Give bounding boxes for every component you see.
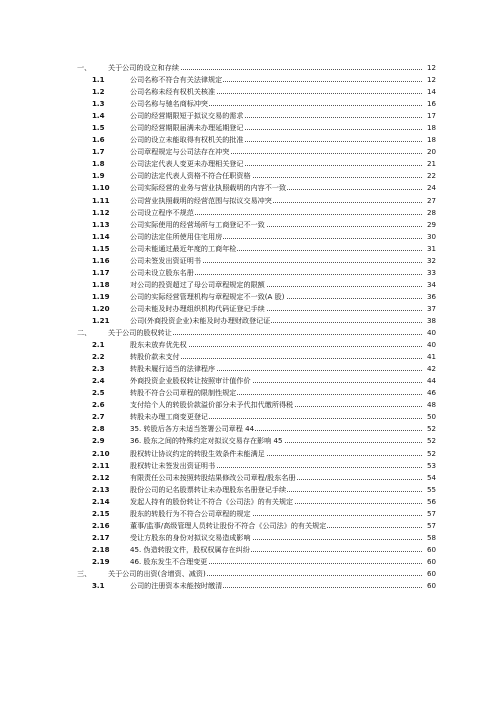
- toc-entry-title: 公司实际经营的业务与营业执照载明的内容不一致: [130, 182, 287, 194]
- toc-entry-title: 转股价款未支付: [130, 351, 181, 363]
- toc-section-entry[interactable]: [0, 508, 500, 520]
- toc-section-entry[interactable]: [0, 158, 500, 170]
- toc-entry-title: 发起人持有的股份转让不符合《公司法》的有关规定: [130, 496, 294, 508]
- toc-entry-number: 1.10: [92, 183, 110, 193]
- toc-section-entry[interactable]: [0, 98, 500, 110]
- toc-page-number: 14: [422, 86, 436, 98]
- toc-section-entry[interactable]: [0, 556, 500, 568]
- toc-section-entry[interactable]: [0, 170, 500, 182]
- toc-page-number: 57: [422, 520, 436, 532]
- toc-section-entry[interactable]: [0, 207, 500, 219]
- toc-chapter-entry[interactable]: [0, 568, 500, 580]
- toc-page-number: 41: [422, 351, 436, 363]
- toc-entry-number: 2.16: [92, 520, 110, 530]
- toc-entry-title: 公司名称与驰名商标冲突: [130, 98, 209, 110]
- toc-page-number: 42: [422, 363, 436, 375]
- toc-page-number: 46: [422, 387, 436, 399]
- table-of-contents: [0, 62, 500, 592]
- toc-page-number: 52: [422, 435, 436, 447]
- toc-entry-title: 关于公司的股权转让: [108, 327, 173, 339]
- toc-section-entry[interactable]: [0, 544, 500, 556]
- toc-page-number: 54: [422, 472, 436, 484]
- toc-entry-number: 1.14: [92, 231, 110, 241]
- toc-chapter-entry[interactable]: [0, 327, 500, 339]
- toc-entry-title: 转股不符合公司章程的限制性规定: [130, 387, 237, 399]
- toc-page-number: 28: [422, 207, 436, 219]
- toc-entry-title: 转股未办理工商变更登记: [130, 411, 209, 423]
- toc-entry-number: 2.5: [92, 388, 105, 398]
- toc-page-number: 18: [422, 134, 436, 146]
- toc-section-entry[interactable]: [0, 315, 500, 327]
- toc-page-number: 57: [422, 508, 436, 520]
- toc-section-entry[interactable]: [0, 484, 500, 496]
- toc-section-entry[interactable]: [0, 74, 500, 86]
- toc-entry-title: 公司名称不符合有关法律规定: [130, 74, 223, 86]
- toc-entry-number: 1.2: [92, 87, 105, 97]
- toc-section-entry[interactable]: [0, 219, 500, 231]
- toc-entry-number: 2.19: [92, 556, 110, 566]
- toc-entry-title: 关于公司的出资(含增资、减资): [108, 568, 207, 580]
- toc-entry-number: 三、: [77, 568, 92, 578]
- toc-entry-title: 关于公司的设立和存续: [108, 62, 180, 74]
- toc-section-entry[interactable]: [0, 279, 500, 291]
- toc-page-number: 18: [422, 122, 436, 134]
- toc-page-number: 21: [422, 158, 436, 170]
- toc-entry-title: 35. 转股后各方未适当签署公司章程 44: [130, 423, 255, 435]
- toc-entry-number: 2.7: [92, 412, 105, 422]
- toc-page-number: 17: [422, 110, 436, 122]
- toc-entry-number: 1.18: [92, 279, 110, 289]
- toc-entry-number: 2.12: [92, 472, 110, 482]
- toc-entry-title: 公司的经营期限届满未办理延期登记: [130, 122, 245, 134]
- toc-entry-title: 受让方股东的身份对拟议交易造成影响: [130, 532, 252, 544]
- toc-page-number: 60: [422, 580, 436, 592]
- toc-entry-title: 公司营业执照载明的经营范围与拟议交易冲突: [130, 195, 273, 207]
- toc-section-entry[interactable]: [0, 399, 500, 411]
- toc-section-entry[interactable]: [0, 134, 500, 146]
- toc-entry-number: 2.1: [92, 340, 105, 350]
- toc-entry-number: 2.11: [92, 460, 110, 470]
- toc-entry-title: 股东的转股行为不符合公司章程的规定: [130, 508, 252, 520]
- toc-page-number: 60: [422, 544, 436, 556]
- toc-entry-title: 公司的设立未能取得有权机关的批准: [130, 134, 245, 146]
- toc-page-number: 52: [422, 423, 436, 435]
- toc-entry-title: 公司的经营期限短于拟议交易的需求: [130, 110, 245, 122]
- toc-page-number: 44: [422, 375, 436, 387]
- toc-entry-title: 45. 伪造转股文件，股权权属存在纠纷: [130, 544, 251, 556]
- toc-section-entry[interactable]: [0, 110, 500, 122]
- toc-section-entry[interactable]: [0, 303, 500, 315]
- toc-page-number: 55: [422, 484, 436, 496]
- toc-entry-number: 一、: [77, 63, 92, 72]
- toc-entry-number: 1.5: [92, 123, 105, 133]
- toc-entry-number: 1.11: [92, 195, 110, 205]
- toc-page-number: 34: [422, 279, 436, 291]
- toc-entry-number: 1.13: [92, 219, 110, 229]
- toc-section-entry[interactable]: [0, 291, 500, 303]
- toc-entry-title: 公司未能通过最近年度的工商年检: [130, 243, 237, 255]
- toc-entry-number: 2.15: [92, 508, 110, 518]
- toc-entry-number: 2.4: [92, 376, 105, 386]
- toc-page-number: 16: [422, 98, 436, 110]
- toc-chapter-entry[interactable]: [0, 62, 500, 74]
- toc-entry-title: 董事/监事/高级管理人员转让股份不符合《公司法》的有关规定: [130, 520, 327, 532]
- toc-section-entry[interactable]: [0, 472, 500, 484]
- toc-page-number: 29: [422, 219, 436, 231]
- toc-section-entry[interactable]: [0, 231, 500, 243]
- toc-entry-title: 有限责任公司未按照转股结果修改公司章程/股东名册: [130, 472, 297, 484]
- toc-page-number: 40: [422, 339, 436, 351]
- toc-entry-number: 1.8: [92, 159, 105, 169]
- toc-entry-title: 公司的法定住所使用住宅用房: [130, 231, 223, 243]
- toc-entry-number: 1.12: [92, 207, 110, 217]
- toc-page-number: 30: [422, 231, 436, 243]
- toc-entry-number: 2.14: [92, 496, 110, 506]
- toc-entry-number: 2.8: [92, 424, 105, 434]
- toc-entry-number: 2.9: [92, 436, 105, 446]
- toc-page-number: 27: [422, 195, 436, 207]
- toc-section-entry[interactable]: [0, 86, 500, 98]
- toc-entry-title: 公司未签发出资证明书: [130, 255, 202, 267]
- toc-entry-title: 股东未放弃优先权: [130, 339, 188, 351]
- toc-entry-number: 二、: [77, 328, 92, 338]
- toc-entry-title: 股份公司的记名股票转让未办理股东名册登记手续: [130, 484, 287, 496]
- toc-section-entry[interactable]: [0, 496, 500, 508]
- toc-entry-title: 公司的注册资本未能按时缴清: [130, 580, 223, 592]
- toc-entry-number: 2.3: [92, 364, 105, 374]
- toc-entry-title: 公司名称未经有权机关核准: [130, 86, 216, 98]
- toc-page-number: 48: [422, 399, 436, 411]
- toc-entry-title: 36. 股东之间的特殊约定对拟议交易存在影响 45: [130, 435, 284, 447]
- toc-section-entry[interactable]: [0, 146, 500, 158]
- toc-page-number: 22: [422, 170, 436, 182]
- toc-page-number: 33: [422, 267, 436, 279]
- toc-entry-title: 支付给个人的转股价款溢价部分未予代扣代缴所得税: [130, 399, 294, 411]
- toc-section-entry[interactable]: [0, 351, 500, 363]
- toc-entry-number: 1.1: [92, 75, 105, 85]
- toc-section-entry[interactable]: [0, 195, 500, 207]
- toc-entry-title: 对公司的投资超过了母公司章程规定的限额: [130, 279, 266, 291]
- toc-entry-title: 转股未履行适当的法律程序: [130, 363, 216, 375]
- toc-entry-number: 2.18: [92, 544, 110, 554]
- toc-section-entry[interactable]: [0, 460, 500, 472]
- toc-entry-number: 2.10: [92, 448, 110, 458]
- toc-page-number: 12: [422, 74, 436, 86]
- toc-entry-title: 公司的实际经营管理机构与章程规定不一致(A 股): [130, 291, 286, 303]
- toc-page-number: 31: [422, 243, 436, 255]
- toc-entry-number: 2.2: [92, 352, 105, 362]
- toc-section-entry[interactable]: [0, 532, 500, 544]
- toc-section-entry[interactable]: [0, 387, 500, 399]
- toc-entry-title: 公司未能及时办理组织机构代码证登记手续: [130, 303, 266, 315]
- toc-entry-title: 公司(外商投资企业)未能及时办理财政登记证: [130, 315, 271, 327]
- toc-section-entry[interactable]: [0, 448, 500, 460]
- toc-page-number: 20: [422, 146, 436, 158]
- toc-section-entry[interactable]: [0, 182, 500, 194]
- toc-section-entry[interactable]: [0, 375, 500, 387]
- toc-entry-title: 公司法定代表人变更未办理相关登记: [130, 158, 245, 170]
- toc-entry-number: 1.6: [92, 135, 105, 145]
- toc-page-number: 12: [422, 62, 436, 74]
- toc-entry-title: 46. 股东发生不合理变更: [130, 556, 208, 568]
- toc-section-entry[interactable]: [0, 423, 500, 435]
- toc-section-entry[interactable]: [0, 267, 500, 279]
- toc-section-entry[interactable]: [0, 520, 500, 532]
- toc-entry-number: 1.17: [92, 267, 110, 277]
- toc-page-number: 40: [422, 327, 436, 339]
- toc-page-number: 38: [422, 315, 436, 327]
- toc-entry-title: 股权转让未签发出资证明书: [130, 460, 216, 472]
- toc-page-number: 53: [422, 460, 436, 472]
- toc-entry-number: 1.15: [92, 243, 110, 253]
- toc-entry-title: 外商投资企业股权转让按照审计值作价: [130, 375, 252, 387]
- toc-entry-number: 1.4: [92, 111, 105, 121]
- toc-entry-number: 1.21: [92, 315, 110, 325]
- toc-entry-number: 1.20: [92, 303, 110, 313]
- toc-entry-number: 2.13: [92, 484, 110, 494]
- toc-page-number: 32: [422, 255, 436, 267]
- toc-entry-title: 股权转让协议约定的转股生效条件未能满足: [130, 448, 266, 460]
- toc-section-entry[interactable]: [0, 580, 500, 592]
- toc-section-entry[interactable]: [0, 255, 500, 267]
- toc-section-entry[interactable]: [0, 435, 500, 447]
- toc-page-number: 36: [422, 291, 436, 303]
- toc-page-number: 60: [422, 556, 436, 568]
- toc-entry-number: 1.9: [92, 171, 105, 181]
- toc-entry-number: 2.17: [92, 532, 110, 542]
- toc-page-number: 58: [422, 532, 436, 544]
- toc-entry-title: 公司章程规定与公司法存在冲突: [130, 146, 230, 158]
- toc-page-number: 24: [422, 182, 436, 194]
- toc-entry-number: 2.6: [92, 400, 105, 410]
- toc-page-number: 56: [422, 496, 436, 508]
- toc-entry-title: 公司的法定代表人资格不符合任职资格: [130, 170, 252, 182]
- toc-entry-number: 1.19: [92, 291, 110, 301]
- toc-entry-number: 3.1: [92, 581, 105, 591]
- toc-entry-title: 公司未设立股东名册: [130, 267, 195, 279]
- toc-section-entry[interactable]: [0, 122, 500, 134]
- toc-entry-number: 1.7: [92, 147, 105, 157]
- toc-entry-number: 1.3: [92, 99, 105, 109]
- toc-section-entry[interactable]: [0, 411, 500, 423]
- toc-page-number: 37: [422, 303, 436, 315]
- toc-page-number: 50: [422, 411, 436, 423]
- toc-entry-title: 公司实际使用的经营场所与工商登记不一致: [130, 219, 266, 231]
- toc-section-entry[interactable]: [0, 339, 500, 351]
- toc-page-number: 52: [422, 448, 436, 460]
- toc-entry-number: 1.16: [92, 255, 110, 265]
- toc-entry-title: 公司设立程序不规范: [130, 207, 195, 219]
- toc-page-number: 60: [422, 568, 436, 580]
- toc-section-entry[interactable]: [0, 243, 500, 255]
- toc-section-entry[interactable]: [0, 363, 500, 375]
